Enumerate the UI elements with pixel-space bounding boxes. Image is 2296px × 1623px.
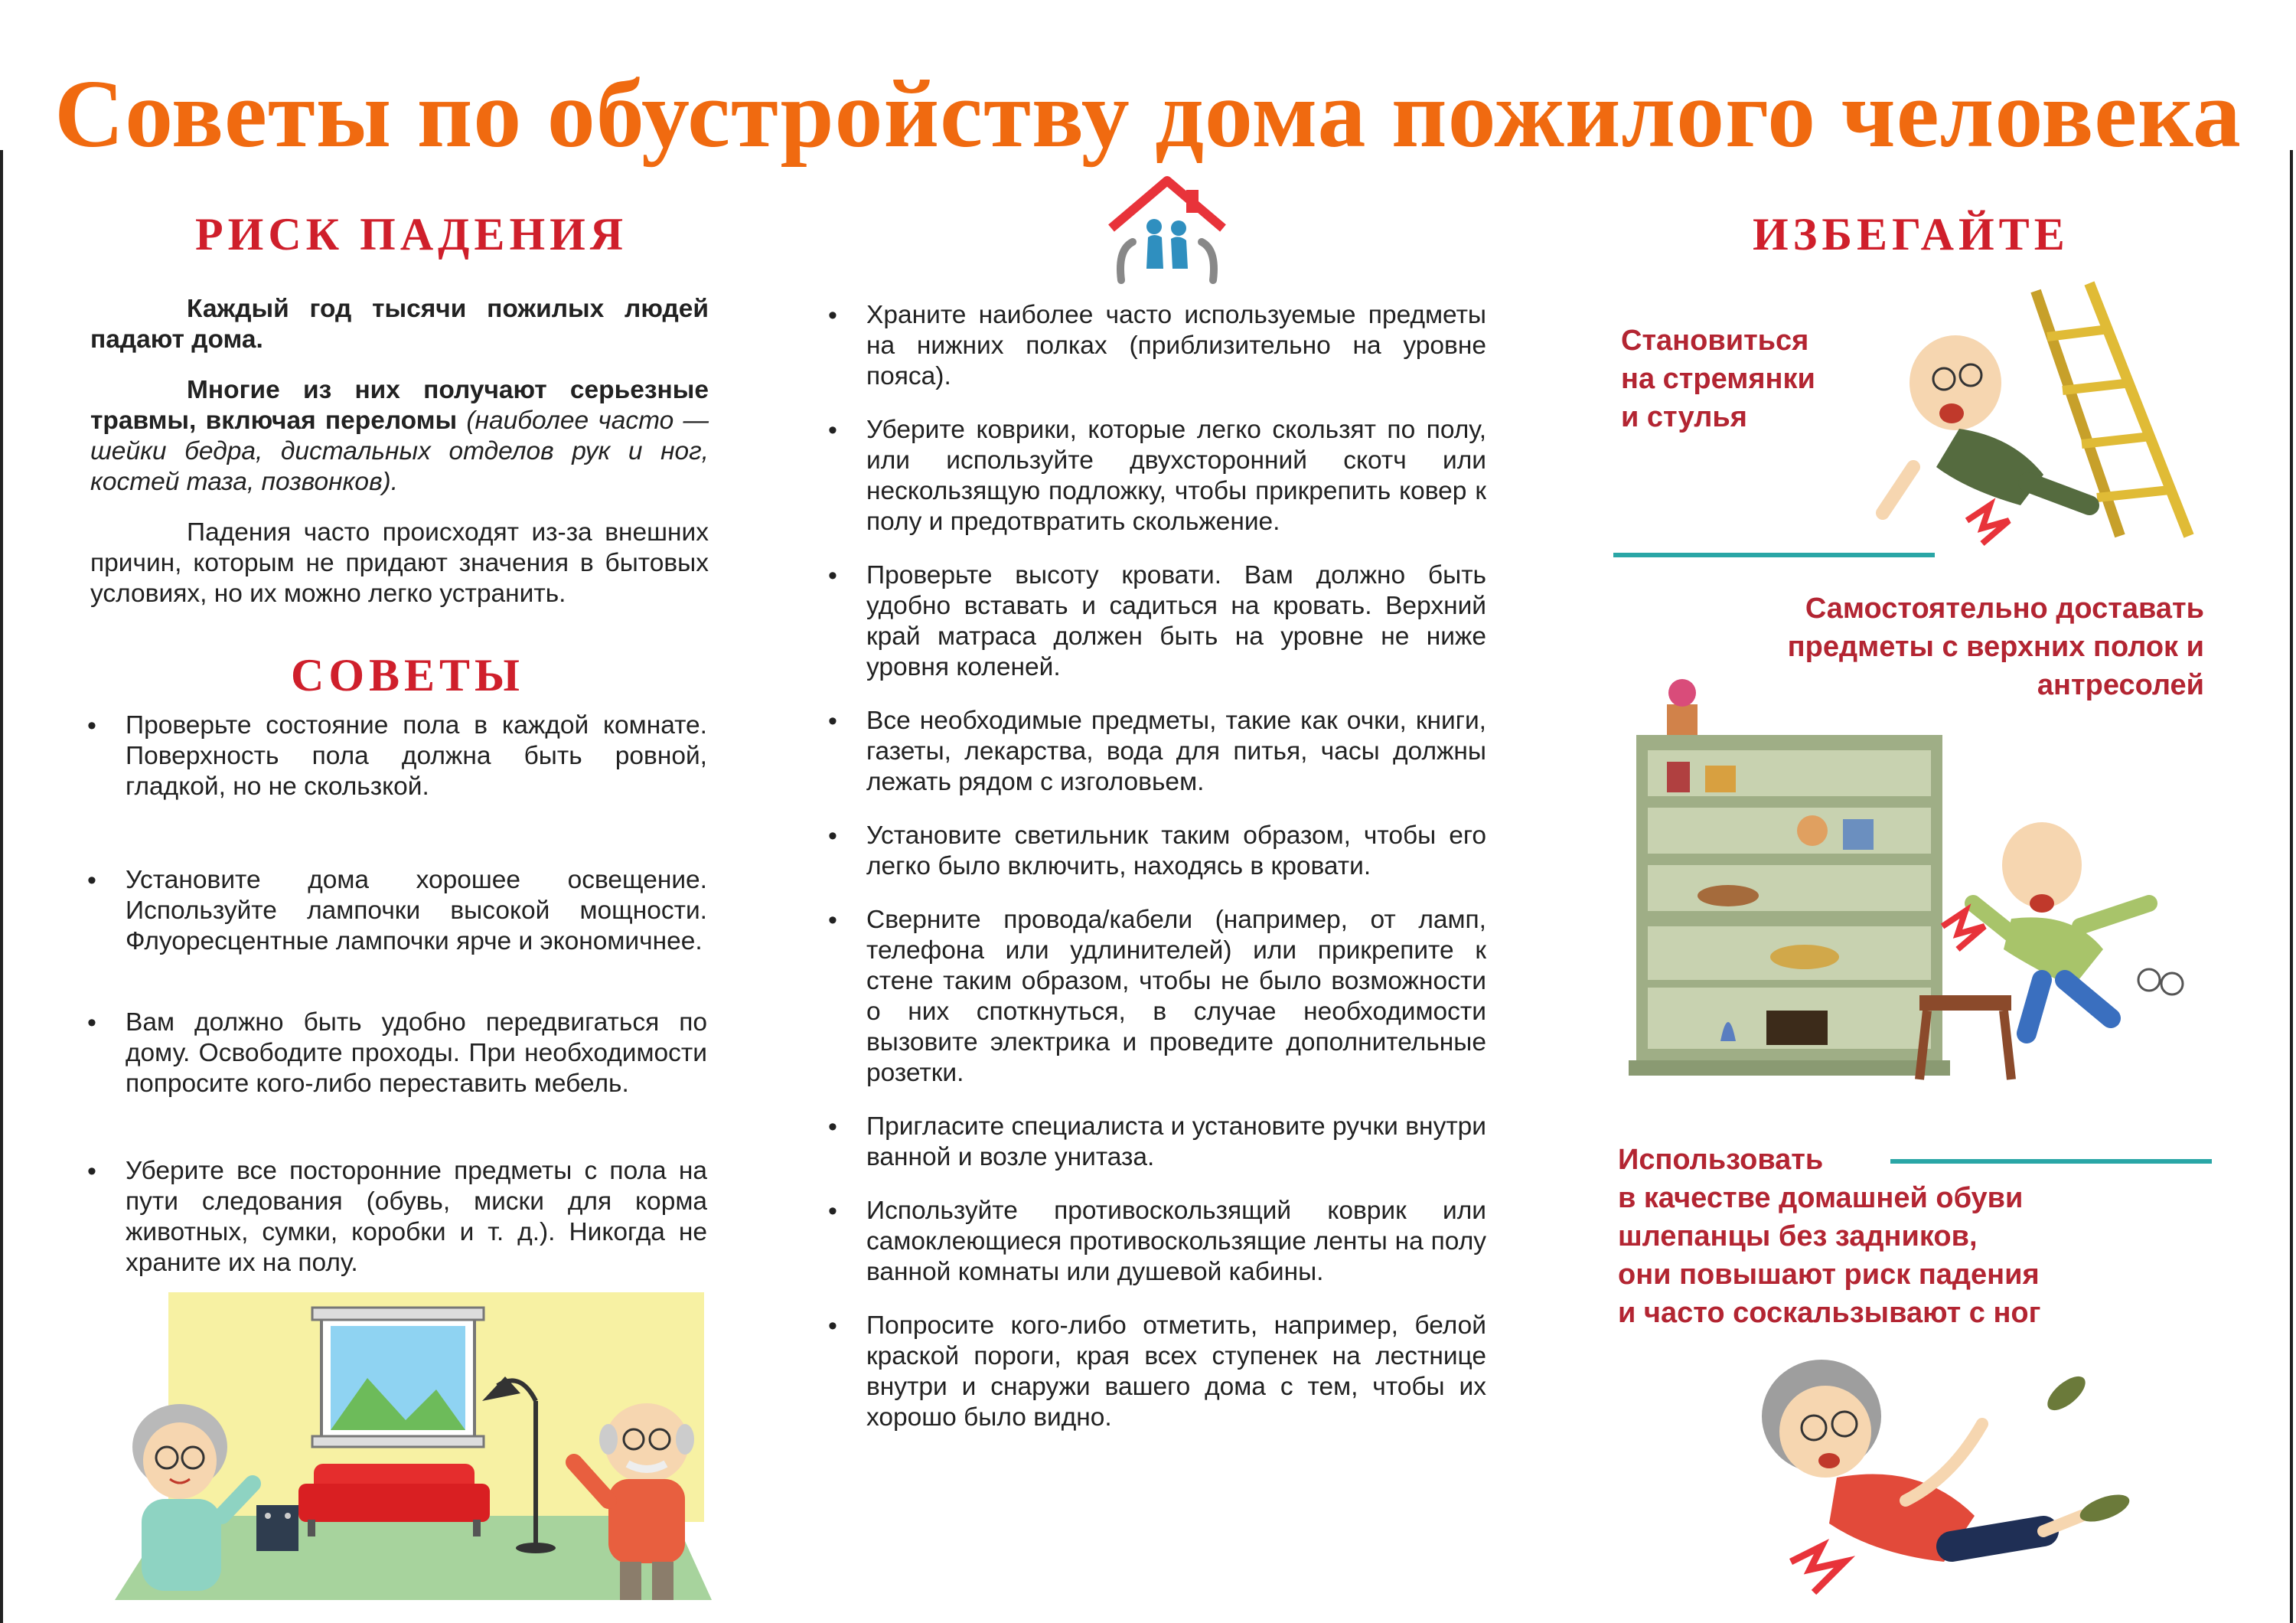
left-tip: • Уберите все посторонние предметы с пола на пути следования (обувь, миски для корма животных, сумки, коробки и т. д.). Никогда не храните их на полу. xyxy=(87,1156,707,1278)
nightstand xyxy=(256,1505,298,1551)
cupboard xyxy=(1629,735,1950,1076)
risk-text xyxy=(90,294,709,629)
middle-tip: • Сверните провода/кабели (например, от ламп, телефона или удлинителей) или прикрепите к стене таким образом, чтобы не было возможности о них споткнуться, в случае необходимости вызовите электрика и проведите дополнительные розетки. xyxy=(828,905,1486,1089)
middle-tips-list xyxy=(828,300,1486,1433)
middle-tip: • Попросите кого-либо отметить, например, белой краской пороги, края всех ступенек на лестнице внутри и снаружи вашего дома с тем, чтобы их хорошо было видно. xyxy=(828,1311,1486,1433)
impact-lightning-icon xyxy=(1967,505,2009,544)
slippers xyxy=(2042,1370,2133,1527)
warning-ladder: Становиться на стремянки и стулья xyxy=(1621,325,1815,433)
warning-slippers: Использовать в качестве домашней обуви шлепанцы без задников, они повышают риск падения и часто соскальзывают с ног xyxy=(1618,1144,2041,1329)
risk-paragraph-1: Каждый год тысячи пожилых людей падают дома. xyxy=(90,295,709,354)
left-tip: • Вам должно быть удобно передвигаться по дому. Освободите проходы. При необходимости попросите кого-либо переставить мебель. xyxy=(87,1007,707,1099)
page-title: Советы по обустройству дома пожилого человека xyxy=(54,61,2242,168)
risk-paragraph-3: Падения часто происходят из-за внешних причин, которым не придают значения в бытовых условиях, но их можно легко устранить. xyxy=(90,518,709,608)
middle-tip: • Все необходимые предметы, такие как очки, книги, газеты, лекарства, вода для питья, часы должны лежать рядом с изголовьем. xyxy=(828,706,1486,798)
tips-heading: СОВЕТЫ xyxy=(291,650,524,700)
shelves-fall-illustration xyxy=(1613,674,2218,1095)
living-room-illustration xyxy=(107,1286,719,1608)
falling-woman xyxy=(1762,1360,2082,1562)
middle-tip: • Используйте противоскользящий коврик или самоклеющиеся противоскользящие ленты на полу ванной комнаты или душевой кабины. xyxy=(828,1196,1486,1288)
slipper-fall-illustration xyxy=(1722,1332,2151,1615)
middle-tip: • Храните наиболее часто используемые предметы на нижних полках (приблизительно на уровне пояса). xyxy=(828,300,1486,392)
left-tips-list xyxy=(87,710,707,1278)
middle-tip: • Уберите коврики, которые легко скользят по полу, или используйте двухсторонний скотч или нескользящую подложку, чтобы прикрепить ковер к полу и предотвратить скольжение. xyxy=(828,415,1486,537)
middle-tip: • Пригласите специалиста и установите ручки внутри ванной и возле унитаза. xyxy=(828,1112,1486,1173)
avoid-heading: ИЗБЕГАЙТЕ xyxy=(1753,209,2069,260)
eyeglasses-icon xyxy=(2138,969,2183,994)
left-tip: • Проверьте состояние пола в каждой комнате. Поверхность пола должна быть ровной, гладкой, но не скользкой. xyxy=(87,710,707,802)
left-tip: • Установите дома хорошее освещение. Используйте лампочки высокой мощности. Флуоресцентные лампочки ярче и экономичнее. xyxy=(87,865,707,957)
window xyxy=(312,1308,484,1447)
divider-1 xyxy=(1613,553,1935,557)
house-with-elderly-couple-icon xyxy=(1102,173,1232,288)
ladder-fall-illustration xyxy=(1867,276,2219,559)
warning-shelves: Самостоятельно доставать предметы с верхних полок и антресолей xyxy=(1787,593,2204,701)
risk-heading: РИСК ПАДЕНИЯ xyxy=(195,209,628,260)
flower-pot xyxy=(1667,679,1698,735)
middle-tip: • Проверьте высоту кровати. Вам должно быть удобно вставать и садиться на кровать. Верхний край матраса должен быть на уровне не ниже уровня коленей. xyxy=(828,560,1486,683)
middle-tip: • Установите светильник таким образом, чтобы его легко было включить, находясь в кровати. xyxy=(828,821,1486,882)
impact-lightning-icon xyxy=(1791,1546,1844,1592)
risk-paragraph-2: Многие из них получают серьезные травмы, включая переломы (наиболее часто — шейки бедра, дистальных отделов рук и ног, костей таза, позвонков). xyxy=(90,376,709,496)
